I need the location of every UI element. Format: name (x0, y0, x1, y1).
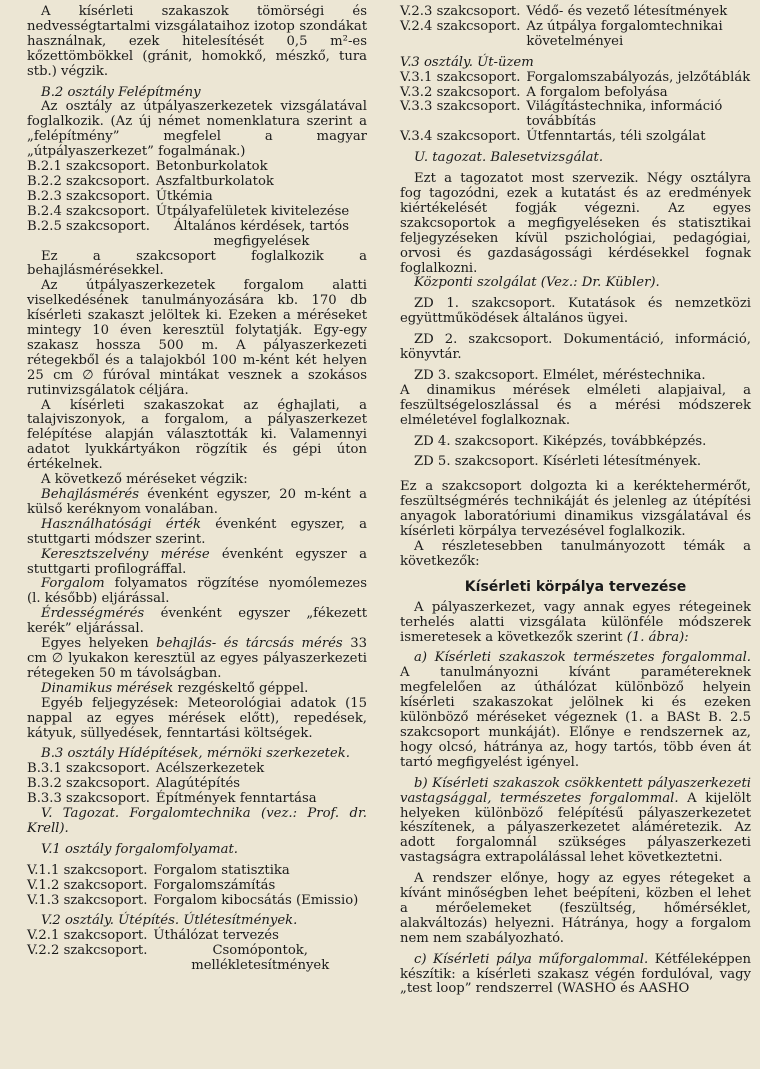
right-column (400, 5, 751, 997)
section-heading-v: V. Tagozat. Forgalomtechnika (vez.: Prof. dr. Krell). (27, 806, 367, 836)
paragraph-ezt: Ezt a tagozatot most szervezik. Négy osztályra fog tagozódni, ezek a kutatást és az eredmények kiértékelését fogják végezni. Az egyes szakcsoportok a megfigyeléseken és statisztikai feljegyzéseken kívül pszichológiai, pedagógiai, orvosi és gazdaságossági kérdésekkel fognak foglalkozni. (400, 171, 751, 276)
list-v1 (27, 864, 367, 909)
list-item: V.3.2 szakcsoport. A forgalom befolyása (400, 84, 668, 100)
paragraph-a: a) Kísérleti szakaszok természetes forgalommal. A tanulmányozni kívánt paramétereknek megfelelően az úthálózat különböző helyein kísérleti szakaszokat jelölnek ki és ezeken különböző méréseket végeznek (1. a BASt B. 2.5 szakcsoport munkáját). Előnye e rendszernek az, hogy olcsó, hátránya az, hogy tartós, több éven át tartó megfigyelést igényel. (400, 650, 751, 770)
list-b2 (27, 160, 367, 249)
list-item: V.3.4 szakcsoport. Útfenntartás, téli szolgálat (400, 129, 706, 145)
list-item: V.3.3 szakcsoport. Világítástechnika, információ továbbítás (400, 99, 723, 130)
measure-item: Forgalom folyamatos rögzítése nyomólemezes (l. később) eljárással. (27, 576, 367, 607)
list-item: B.2.3 szakcsoport. Útkémia (27, 188, 213, 204)
paragraph-kiserleti: A kísérleti szakaszokat az éghajlati, a talajviszonyok, a forgalom, a pályaszerkezet felépítése alapján választották ki. Valamennyi adatot lyukkártyákon rögzítik és gépi úton értékelnek. (27, 397, 367, 473)
paragraph-behajlas: Ez a szakcsoport foglalkozik a behajlásmérésekkel. (27, 248, 367, 279)
list-item: B.2.5 szakcsoport. Általános kérdések, tartós megfigyelések (27, 218, 350, 249)
section-heading-v2: V.2 osztály. Útépítés. Útlétesítmények. (41, 913, 298, 929)
measure-item: Keresztszelvény mérése évenként egyszer a stuttgarti profilográffal. (27, 546, 367, 577)
left-column (27, 5, 367, 974)
section-heading-b2: B.2 osztály Felépítmény (41, 84, 201, 100)
paragraph-c: c) Kísérleti pálya műforgalommal. Kétféleképpen készítik: a kísérleti szakasz végén fordulóval, vagy „test loop” rendszerrel (WASHO és AASHO (400, 951, 752, 997)
paragraph-utpalya: Az útpályaszerkezetek forgalom alatti viselkedésének tanulmányozására kb. 170 db kísérleti szakaszt jelöltek ki. Ezeken a méréseket mintegy 10 éven keresztül folytatják. Egy-egy szakasz hossza 500 m. A pályaszerkezeti rétegekből és a talajokból 100 m-ként két helyen 25 cm ∅ fúróval mintákat vesznek a szokásos rutinvizsgálatok céljára. (27, 278, 367, 398)
list-b3 (27, 762, 367, 807)
paragraph-egyeb: Egyéb feljegyzések: Meteorológiai adatok (15 nappal az egyes mérések előtt), repedések, kátyuk, süllyedések, fenntartási költségek. (27, 695, 367, 741)
kozponti-heading: Központi szolgálat (Vez.: Dr. Kübler). (414, 275, 660, 291)
paragraph-rendszer: A rendszer előnye, hogy az egyes rétegeket a kívánt minőségben lehet beépíteni, közben el lehet a mérőelemeket (feszültség, hőmérséklet, alakváltozás) helyezni. Hátránya, hogy a forgalom nem nem szabályozható. (400, 871, 751, 946)
zd2-item: ZD 2. szakcsoport. Dokumentáció, információ, könyvtár. (400, 332, 751, 363)
list-item: V.1.3 szakcsoport. Forgalom kibocsátás (Emissio) (27, 892, 359, 908)
list-item: V.2.2 szakcsoport. Csomópontok, mellékletesítmények (27, 943, 330, 974)
list-item: B.2.1 szakcsoport. Betonburkolatok (27, 159, 268, 175)
list-item: V.2.1 szakcsoport. Úthálózat tervezés (27, 928, 279, 944)
paragraph-egyes: Egyes helyeken behajlás- és tárcsás mérés 33 cm ∅ lyukakon keresztül az egyes pályaszerkezeti rétegeken 50 m távolságban. (27, 636, 367, 681)
paragraph-b: b) Kísérleti szakaszok csökkentett pályaszerkezeti vastagsággal, természetes forgalommal. A kijelölt helyeken különböző felépítésű pályaszerkezetet készítenek, a pályaszerkezetet aláméretezik. Az adott forgalomnál szükséges pályaszerkezeti vastagságra extrapolálással lehet következtetni. (400, 775, 751, 866)
paragraph-keretteher: Ez a szakcsoport dolgozta ki a keréktehermérőt, feszültségmérés technikáját és jelenleg az útépítési anyagok laboratóriumi dinamikus vizsgálatával és kísérleti körpálya tervezésével foglalkozik. (400, 479, 751, 540)
measure-item: Érdességmérés évenként egyszer „fékezett kerék” eljárással. (27, 606, 367, 637)
list-v2 (27, 929, 367, 974)
list-item: B.2.2 szakcsoport. Aszfaltburkolatok (27, 173, 274, 189)
zd3-item: ZD 3. szakcsoport. Elmélet, méréstechnika. (414, 367, 706, 383)
paragraph-b2: Az osztály az útpályaszerkezetek vizsgálatával foglalkozik. (Az új német nomenklatura szerint a „felépítmény” megfelel a magyar „útpályaszerkezet” fogalmának.) (27, 99, 367, 160)
section-title: Kísérleti körpálya tervezése (464, 578, 687, 595)
paragraph-palya: A pályaszerkezet, vagy annak egyes rétegeinek terhelés alatti vizsgálata különféle módszerek ismeretesek a következők szerint (1. ábra): (400, 599, 751, 645)
measure-item: Használhatósági érték évenként egyszer, a stuttgarti módszer szerint. (27, 516, 368, 547)
section-heading-v3: V.3 osztály. Út-üzem (400, 54, 534, 70)
paragraph-reszletes: A részletesebben tanulmányozott témák a következők: (400, 539, 751, 569)
list-item: B.2.4 szakcsoport. Útpályafelületek kivitelezése (27, 203, 350, 219)
list-item: V.3.1 szakcsoport. Forgalomszabályozás, jelzőtáblák (400, 69, 751, 85)
list-item: B.3.2 szakcsoport. Alagútépítés (27, 776, 241, 792)
zd4-item: ZD 4. szakcsoport. Kiképzés, továbbképzés. (414, 433, 707, 449)
list-item: V.1.1 szakcsoport. Forgalom statisztika (27, 862, 290, 878)
section-heading-u: U. tagozat. Balesetvizsgálat. (414, 150, 604, 166)
list-item: V.2.4 szakcsoport. Az útpálya forgalomtechnikai követelményei (400, 18, 723, 49)
list-v3 (400, 71, 751, 146)
measure-item: Behajlásmérés évenként egyszer, 20 m-ként a külső keréknyom vonalában. (27, 487, 367, 517)
paragraph-intro: A kísérleti szakaszok tömörségi és nedvességtartalmi vizsgálataihoz izotop szondákat használnak, ezek hitelesítését 0,5 m²-es kőzettömbökkel (gránit, homokkő, mészkő, tura stb.) végzik. (27, 4, 367, 79)
list-item: V.1.2 szakcsoport. Forgalomszámítás (27, 877, 276, 893)
section-heading-b3: B.3 osztály Hídépítések, mérnöki szerkezetek. (41, 746, 350, 762)
list-item: B.3.3 szakcsoport. Építmények fenntartása (27, 791, 317, 807)
section-heading-v1: V.1 osztály forgalomfolyamat. (41, 841, 238, 857)
list-item: B.3.1 szakcsoport. Acélszerkezetek (27, 761, 265, 777)
paragraph-dinamikus: Dinamikus mérések rezgéskeltő géppel. (41, 680, 309, 696)
list-item: V.2.3 szakcsoport. Védő- és vezető létesítmények (400, 4, 728, 19)
paragraph-dinamikus-alap: A dinamikus mérések elméleti alapjaival, a feszültségeloszlással és a mérési módszerek elméletével foglalkoznak. (400, 382, 751, 428)
paragraph-kovetkezo: A következő méréseket végzik: (41, 472, 248, 488)
zd1-item: ZD 1. szakcsoport. Kutatások és nemzetközi együttműködések általános ügyei. (400, 296, 751, 327)
zd5-item: ZD 5. szakcsoport. Kísérleti létesítmények. (414, 454, 702, 470)
list-v2-cont (400, 5, 751, 50)
